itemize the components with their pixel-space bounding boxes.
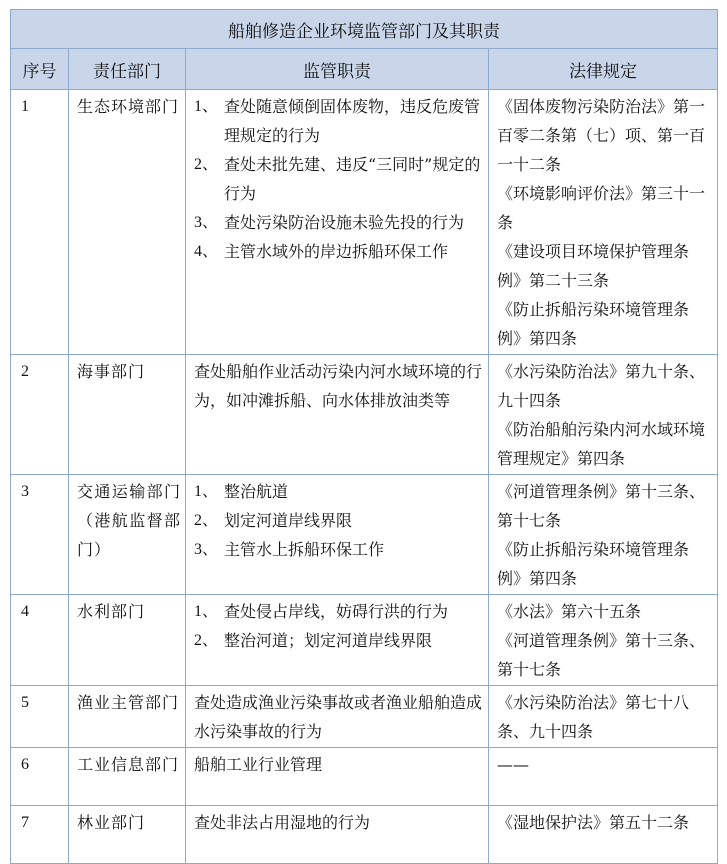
header-no: 序号 [11, 49, 69, 90]
row-department: 生态环境部门 [69, 90, 186, 355]
duty-text: 查处侵占岸线，妨碍行洪的行为 [224, 602, 449, 621]
row-number: 6 [11, 748, 69, 806]
table-header-row [11, 49, 718, 90]
law-item: 《防止拆船污染环境管理条例》第四条 [497, 300, 690, 348]
duty-text: 查处未批先建、违反“三同时”规定的行为 [224, 155, 481, 203]
row-number: 4 [11, 595, 69, 686]
row-laws [489, 686, 718, 748]
row-department: 渔业主管部门 [69, 686, 186, 748]
duty-text: 整治河道；划定河道岸线界限 [224, 631, 433, 650]
duty-text: 整治航道 [224, 482, 289, 501]
law-item: 《防治船舶污染内河水域环境管理规定》第四条 [497, 420, 706, 468]
row-number: 3 [11, 475, 69, 595]
row-department: 林业部门 [69, 806, 186, 864]
law-item: 《水污染防治法》第七十八条、九十四条 [497, 693, 690, 741]
row-duties: 查处非法占用湿地的行为 [186, 806, 489, 864]
duty-index: 1、 [194, 98, 219, 115]
law-item: 《水污染防治法》第九十条、九十四条 [497, 362, 706, 410]
duty-item [194, 506, 484, 535]
row-laws [489, 748, 718, 806]
duty-item [194, 535, 484, 564]
law-item: —— [497, 755, 529, 774]
law-item: 《环境影响评价法》第三十一条 [497, 184, 706, 232]
row-number: 5 [11, 686, 69, 748]
row-duties [186, 595, 489, 686]
duty-index: 1、 [194, 483, 219, 500]
responsibility-table [10, 9, 718, 864]
row-duties [186, 90, 489, 355]
table-title: 船舶修造企业环境监管部门及其职责 [11, 10, 718, 49]
duty-item [194, 208, 484, 237]
table-row [11, 806, 718, 864]
law-item: 《河道管理条例》第十三条、第十七条 [497, 631, 706, 679]
duty-index: 2、 [194, 632, 219, 649]
header-laws: 法律规定 [489, 49, 718, 90]
table-row [11, 686, 718, 748]
duty-index: 2、 [194, 512, 219, 529]
law-item: 《水法》第六十五条 [497, 602, 642, 621]
duty-item [194, 237, 484, 266]
row-duties [186, 475, 489, 595]
duty-index: 2、 [194, 156, 219, 173]
row-duties: 船舶工业行业管理 [186, 748, 489, 806]
row-laws [489, 355, 718, 475]
duty-text: 查处污染防治设施未验先投的行为 [224, 213, 465, 232]
row-number: 2 [11, 355, 69, 475]
responsibility-table-wrapper [10, 9, 717, 864]
table-row [11, 475, 718, 595]
law-item: 《固体废物污染防治法》第一百零二条第（七）项、第一百一十二条 [497, 97, 706, 174]
row-laws [489, 90, 718, 355]
law-item: 《湿地保护法》第五十二条 [497, 813, 690, 832]
duty-item [194, 626, 484, 655]
header-duties: 监管职责 [186, 49, 489, 90]
row-laws [489, 475, 718, 595]
row-number: 1 [11, 90, 69, 355]
duty-item [194, 92, 484, 150]
duty-index: 3、 [194, 214, 219, 231]
duty-text: 查处随意倾倒固体废物，违反危废管理规定的行为 [224, 97, 481, 145]
duty-text: 划定河道岸线界限 [224, 511, 353, 530]
row-department: 交通运输部门（港航监督部门） [69, 475, 186, 595]
table-row [11, 355, 718, 475]
law-item: 《防止拆船污染环境管理条例》第四条 [497, 540, 690, 588]
law-item: 《建设项目环境保护管理条例》第二十三条 [497, 242, 690, 290]
duty-index: 4、 [194, 243, 219, 260]
duty-text: 主管水域外的岸边拆船环保工作 [224, 242, 449, 261]
duty-item [194, 477, 484, 506]
duty-item [194, 150, 484, 208]
duty-index: 1、 [194, 603, 219, 620]
row-department: 水利部门 [69, 595, 186, 686]
row-number: 7 [11, 806, 69, 864]
duty-text: 主管水上拆船环保工作 [224, 540, 385, 559]
duty-index: 3、 [194, 541, 219, 558]
table-row [11, 90, 718, 355]
duty-item [194, 597, 484, 626]
table-row [11, 595, 718, 686]
row-laws [489, 595, 718, 686]
header-dept: 责任部门 [69, 49, 186, 90]
law-item: 《河道管理条例》第十三条、第十七条 [497, 482, 706, 530]
row-laws [489, 806, 718, 864]
row-duties: 查处船舶作业活动污染内河水域环境的行为，如冲滩拆船、向水体排放油类等 [186, 355, 489, 475]
row-department: 海事部门 [69, 355, 186, 475]
table-row [11, 748, 718, 806]
row-department: 工业信息部门 [69, 748, 186, 806]
row-duties: 查处造成渔业污染事故或者渔业船舶造成水污染事故的行为 [186, 686, 489, 748]
